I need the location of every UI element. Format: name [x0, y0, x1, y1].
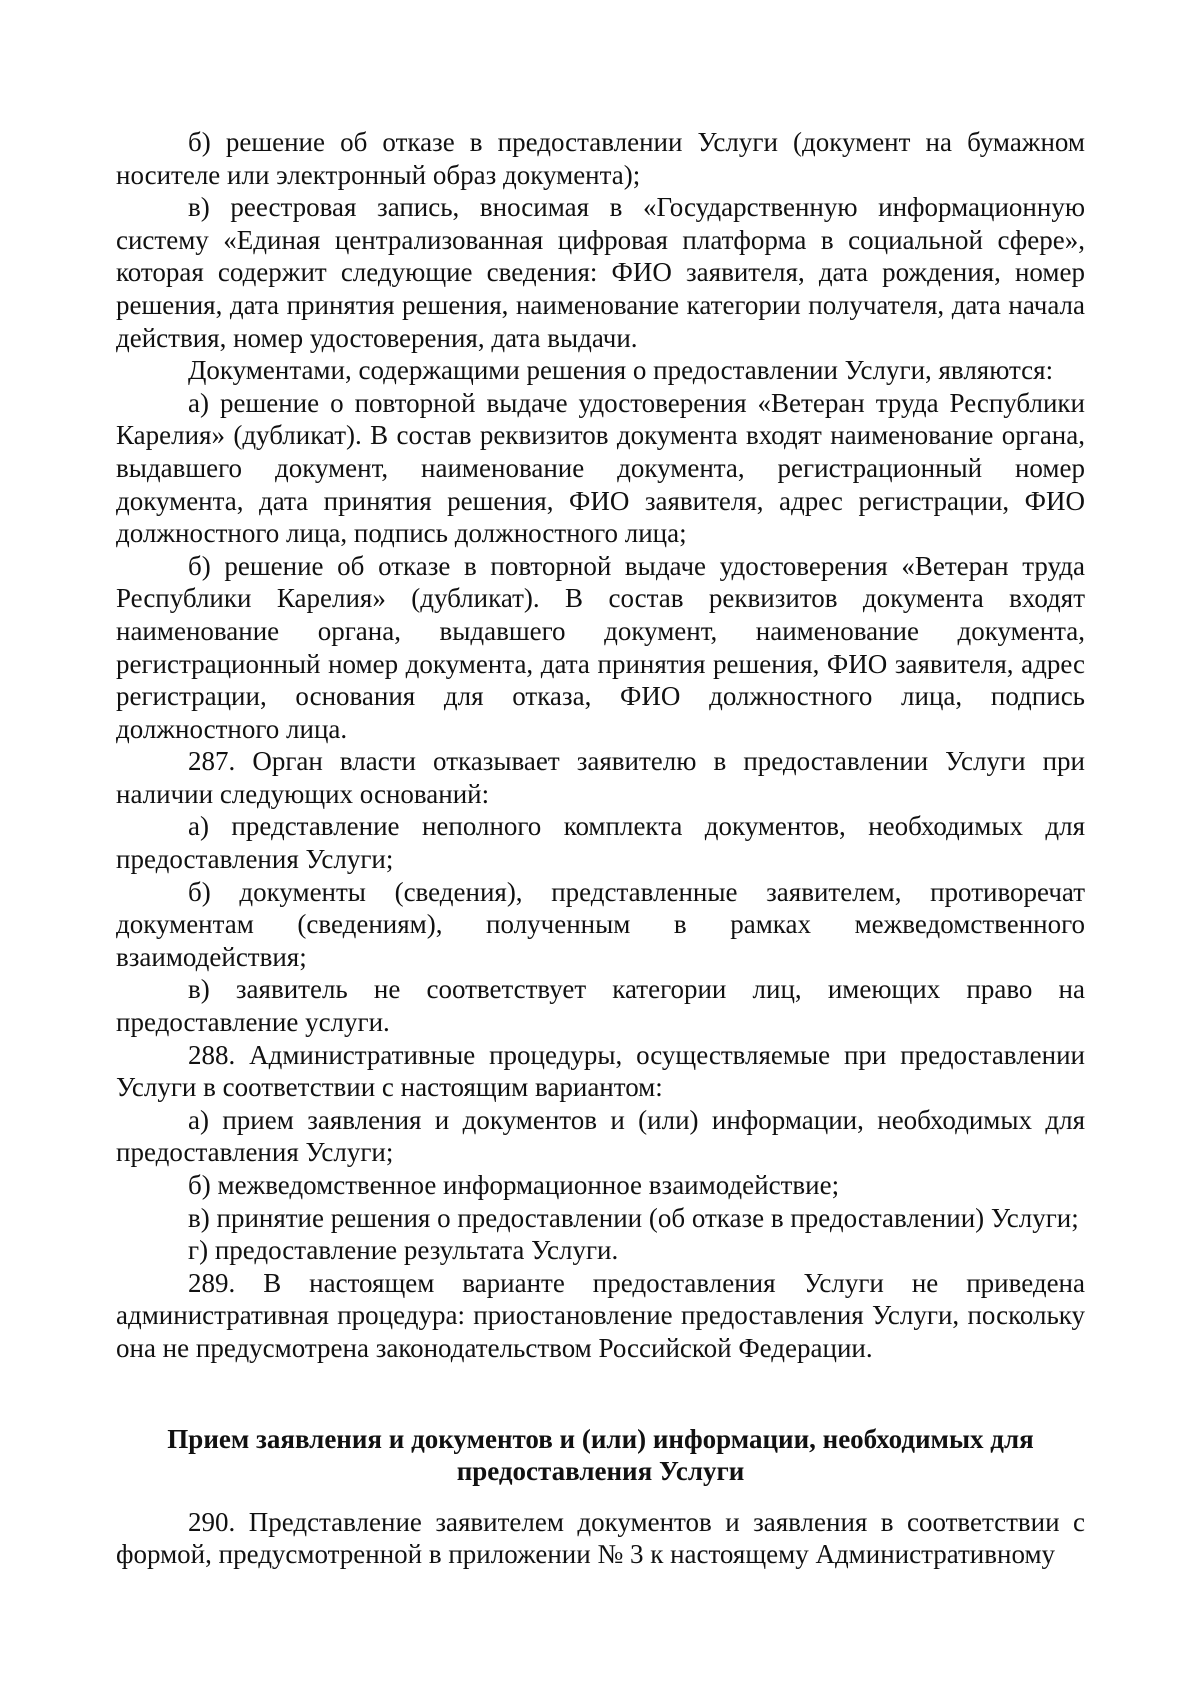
section-heading-line-1: Прием заявления и документов и (или) информации, необходимых для [167, 1423, 1034, 1454]
paragraph-287-b: б) документы (сведения), представленные заявителем, противоречат документам (сведениям), полученным в рамках межведомственного взаимодействия; [116, 876, 1085, 972]
paragraph-result-v: в) реестровая запись, вносимая в «Государственную информационную систему «Единая централизованная цифровая платформа в социальной сфере», которая содержит следующие сведения: ФИО заявителя, дата рождения, номер решения, дата принятия решения, наименование категории получателя, дата начала действия, номер удостоверения, дата выдачи. [116, 192, 1085, 353]
paragraph-decision-b: б) решение об отказе в повторной выдаче удостоверения «Ветеран труда Республики Карелия» (дубликат). В состав реквизитов документа входят наименование органа, выдавшего документ, наименование документа, регистрационный номер документа, дата принятия решения, ФИО заявителя, адрес регистрации, основания для отказа, ФИО должностного лица, подпись должностного лица. [116, 550, 1085, 744]
paragraph-287-v: в) заявитель не соответствует категории лиц, имеющих право на предоставление услуги. [116, 974, 1085, 1038]
paragraph-289: 289. В настоящем варианте предоставления Услуги не приведена административная процедура: приостановление предоставления Услуги, поскольку она не предусмотрена законодательством Российской Федерации. [116, 1267, 1085, 1363]
paragraph-result-b: б) решение об отказе в предоставлении Услуги (документ на бумажном носителе или электронный образ документа); [116, 127, 1085, 190]
paragraph-288-b: б) межведомственное информационное взаимодействие; [188, 1170, 840, 1200]
section-heading [116, 1423, 1085, 1488]
document-body [116, 126, 1085, 1571]
paragraph-288-a: а) прием заявления и документов и (или) информации, необходимых для предоставления Услуги; [116, 1104, 1085, 1168]
paragraph-288-g: г) предоставление результата Услуги. [188, 1235, 619, 1266]
paragraph-decision-a: а) решение о повторной выдаче удостоверения «Ветеран труда Республики Карелия» (дубликат). В состав реквизитов документа входят наименование органа, выдавшего документ, наименование документа, регистрационный номер документа, дата принятия решения, ФИО заявителя, адрес регистрации, ФИО должностного лица, подпись должностного лица; [116, 387, 1085, 549]
paragraph-documents-intro: Документами, содержащими решения о предоставлении Услуги, являются: [188, 355, 1054, 386]
paragraph-288-v: в) принятие решения о предоставлении (об отказе в предоставлении) Услуги; [188, 1202, 1079, 1233]
section-heading-line-2: предоставления Услуги [456, 1456, 745, 1487]
paragraph-288: 288. Административные процедуры, осуществляемые при предоставлении Услуги в соответствии с настоящим вариантом: [116, 1039, 1085, 1103]
paragraph-290: 290. Представление заявителем документов и заявления в соответствии с формой, предусмотренной в приложении № 3 к настоящему Административному [116, 1506, 1085, 1570]
paragraph-287-a: а) представление неполного комплекта документов, необходимых для предоставления Услуги; [116, 811, 1085, 875]
paragraph-287: 287. Орган власти отказывает заявителю в предоставлении Услуги при наличии следующих оснований: [116, 746, 1085, 809]
